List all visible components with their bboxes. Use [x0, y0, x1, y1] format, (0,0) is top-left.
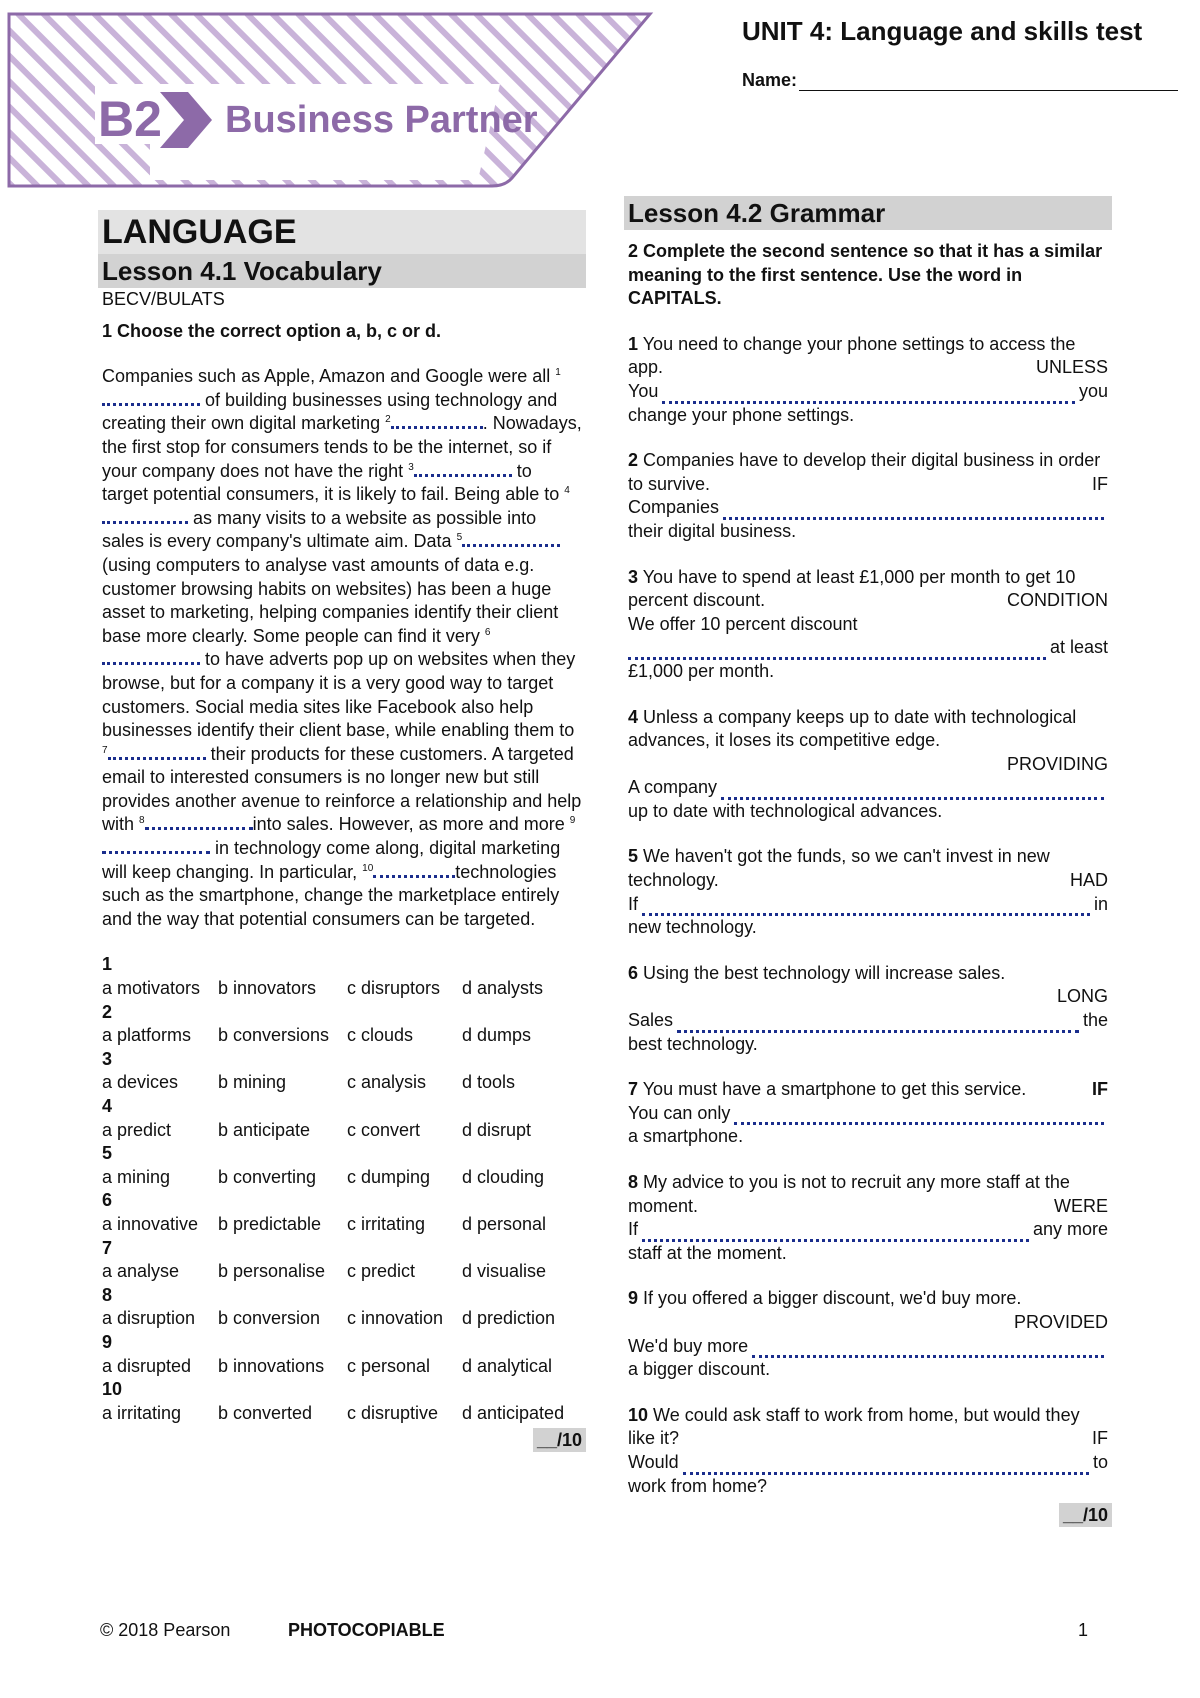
- option-row: [102, 1402, 582, 1426]
- option-c[interactable]: c irritating: [347, 1213, 426, 1234]
- option-row: [102, 1307, 582, 1331]
- option-number: 6: [102, 1190, 113, 1211]
- answer-line-1[interactable]: [662, 385, 1075, 404]
- exam-label: BECV/BULATS: [102, 289, 225, 309]
- score-box-1: __/10: [98, 1429, 586, 1453]
- option-number: 1: [102, 954, 113, 975]
- gap-8[interactable]: [145, 813, 253, 830]
- option-d[interactable]: d analysts: [462, 978, 544, 999]
- exercise-2-instruction: 2 Complete the second sentence so that it has a similar meaning to the first sentence. Use the word in CAPITALS.: [628, 241, 1103, 309]
- option-b[interactable]: b converting: [218, 1166, 317, 1187]
- option-c[interactable]: c dumping: [347, 1166, 431, 1187]
- option-a[interactable]: a analyse: [102, 1261, 180, 1282]
- answer-line-10[interactable]: [683, 1456, 1089, 1475]
- option-number: 2: [102, 1001, 113, 1022]
- name-rule: [799, 72, 1178, 91]
- grammar-question-1: 1 You need to change your phone settings to access the app. UNLESS You you change your phone settings.: [628, 333, 1108, 425]
- option-c[interactable]: c disruptors: [347, 978, 441, 999]
- grammar-question-10: 10 We could ask staff to work from home, but would they like it? IF Would to work from home?: [628, 1404, 1108, 1496]
- gap-3[interactable]: [414, 460, 512, 477]
- name-label: Name:: [742, 70, 798, 90]
- option-c[interactable]: c personal: [347, 1355, 431, 1376]
- gap-2[interactable]: [391, 412, 483, 429]
- option-a[interactable]: a disrupted: [102, 1355, 192, 1376]
- page-number: 1: [1078, 1620, 1089, 1640]
- gap-6[interactable]: [102, 648, 200, 665]
- option-d[interactable]: d disrupt: [462, 1119, 532, 1140]
- option-row: [102, 1213, 582, 1237]
- lesson-4-2-heading: Lesson 4.2 Grammar: [624, 196, 1112, 230]
- lesson-4-1-heading: Lesson 4.1 Vocabulary: [98, 254, 586, 288]
- grammar-question-8: 8 My advice to you is not to recruit any more staff at the moment. WERE If any more staff at the moment.: [628, 1172, 1108, 1263]
- option-d[interactable]: d visualise: [462, 1261, 547, 1282]
- gap-5[interactable]: [462, 530, 560, 547]
- option-b[interactable]: b conversions: [218, 1025, 330, 1046]
- option-d[interactable]: d clouding: [462, 1166, 545, 1187]
- option-a[interactable]: a disruption: [102, 1308, 196, 1329]
- options-list: [98, 953, 586, 1425]
- option-b[interactable]: b conversion: [218, 1308, 321, 1329]
- grammar-question-5: 5 We haven't got the funds, so we can't invest in new technology. HAD If in new technology.: [628, 846, 1108, 938]
- option-b[interactable]: b mining: [218, 1072, 287, 1093]
- gap-1[interactable]: [102, 389, 200, 406]
- keyword: IF: [1092, 1079, 1108, 1100]
- answer-line-3[interactable]: [628, 641, 1046, 660]
- grammar-question-6: 6 Using the best technology will increase sales. LONG Sales the best technology.: [628, 962, 1108, 1054]
- option-row: [102, 977, 582, 1001]
- keyword: CONDITION: [1007, 590, 1108, 611]
- answer-line-7[interactable]: [734, 1106, 1104, 1125]
- option-d[interactable]: d anticipated: [462, 1402, 565, 1423]
- option-a[interactable]: a platforms: [102, 1025, 192, 1046]
- answer-line-8[interactable]: [642, 1223, 1029, 1242]
- option-a[interactable]: a devices: [102, 1072, 179, 1093]
- grammar-question-9: 9 If you offered a bigger discount, we'd buy more. PROVIDED We'd buy more a bigger discount.: [628, 1288, 1108, 1380]
- option-d[interactable]: d prediction: [462, 1308, 556, 1329]
- option-a[interactable]: a irritating: [102, 1402, 182, 1423]
- option-c[interactable]: c disruptive: [347, 1402, 439, 1423]
- option-number: 5: [102, 1143, 113, 1164]
- photocopiable-label: PHOTOCOPIABLE: [288, 1620, 445, 1640]
- option-number: 9: [102, 1331, 113, 1352]
- gap-fill-passage: Companies such as Apple, Amazon and Google were all $^1$ of building businesses using technology and creating their own digital marketing $^2$ . Nowadays, the first stop for consumers tends to be the internet, so if your company does not have the right $^3$ to target potential consumers, it is likely to fail. Being able to $^4$ as many visits to a website as possible into sales is every company's ultimate aim. Data $^5$ (using computers to analyse vast amounts of data e.g. customer browsing habits on websites) has been a huge asset to marketing, helping companies identify their client base more clearly. Some people can find it very $^6$ to have adverts pop up on websites when they browse, but for a company it is a very good way to target customers. Social media sites like Facebook also help businesses identify their client base, while enabling them to $^7$ their products for these customers. A targeted email to interested consumers is no longer new but still provides another avenue to reinforce a relationship and help with $^8$ into sales. However, as more and more $^9$ in technology come along, digital marketing will keep changing. In particular, $^{10}$ technologies such as the smartphone, change the marketplace entirely and the way that potential consumers can be targeted.: [102, 366, 582, 929]
- gap-9[interactable]: [102, 837, 210, 854]
- option-b[interactable]: b converted: [218, 1402, 313, 1423]
- option-c[interactable]: c predict: [347, 1261, 416, 1282]
- option-number: 3: [102, 1048, 113, 1069]
- grammar-question-7: 7 You must have a smartphone to get this service. IF You can only a smartphone.: [628, 1079, 1108, 1147]
- option-row: [102, 1355, 582, 1379]
- gap-7[interactable]: [108, 743, 206, 760]
- answer-line-9[interactable]: [752, 1339, 1104, 1358]
- copyright: © 2018 Pearson: [100, 1620, 231, 1640]
- keyword: IF: [1092, 473, 1108, 494]
- option-row: [102, 1119, 582, 1143]
- option-number: 4: [102, 1096, 113, 1116]
- option-row: [102, 1260, 582, 1284]
- option-b[interactable]: b anticipate: [218, 1119, 311, 1140]
- option-c[interactable]: c convert: [347, 1119, 421, 1140]
- header-banner: [0, 0, 660, 195]
- option-d[interactable]: d analytical: [462, 1355, 553, 1376]
- answer-line-6[interactable]: [677, 1014, 1079, 1033]
- unit-title: UNIT 4: Language and skills test: [742, 16, 1143, 46]
- option-row: [102, 1071, 582, 1095]
- language-heading: LANGUAGE: [98, 210, 586, 254]
- keyword: HAD: [1069, 870, 1108, 891]
- option-c[interactable]: c analysis: [347, 1072, 427, 1093]
- option-b[interactable]: b personalise: [218, 1261, 326, 1282]
- logo-text: Business Partner: [225, 99, 538, 141]
- option-a[interactable]: a motivators: [102, 978, 201, 999]
- grammar-question-4: 4 Unless a company keeps up to date with technological advances, it loses its competitive edge. PROVIDING A company up to date with technological advances.: [628, 706, 1108, 821]
- option-d[interactable]: d tools: [462, 1072, 516, 1093]
- answer-line-4[interactable]: [721, 781, 1104, 800]
- score-box-2: __/10: [624, 1504, 1112, 1528]
- keyword: IF: [1092, 1428, 1108, 1449]
- option-number: 8: [102, 1284, 113, 1305]
- exercise-1-instruction: 1 Choose the correct option a, b, c or d.: [102, 320, 442, 341]
- keyword: PROVIDING: [1006, 753, 1108, 774]
- option-c[interactable]: c innovation: [347, 1308, 444, 1329]
- option-number: 10: [102, 1379, 123, 1400]
- option-row: [102, 1024, 582, 1048]
- option-b[interactable]: b innovations: [218, 1355, 325, 1376]
- option-number: 7: [102, 1237, 113, 1258]
- grammar-section: [624, 196, 1112, 1528]
- grammar-question-2: 2 Companies have to develop their digital business in order to survive. IF Companies their digital business.: [628, 450, 1108, 541]
- name-field[interactable]: [742, 70, 1178, 91]
- gap-10[interactable]: [373, 861, 455, 878]
- option-d[interactable]: d personal: [462, 1213, 547, 1234]
- option-b[interactable]: b innovators: [218, 978, 317, 999]
- option-row: [102, 1166, 582, 1190]
- option-c[interactable]: c clouds: [347, 1025, 414, 1046]
- option-a[interactable]: a innovative: [102, 1213, 199, 1234]
- keyword: PROVIDED: [1013, 1311, 1108, 1332]
- option-a[interactable]: a mining: [102, 1166, 171, 1187]
- answer-line-2[interactable]: [723, 501, 1104, 520]
- logo-b2: B2: [98, 91, 162, 147]
- option-d[interactable]: d dumps: [462, 1025, 532, 1046]
- option-b[interactable]: b predictable: [218, 1213, 322, 1234]
- answer-line-5[interactable]: [642, 897, 1090, 916]
- keyword: WERE: [1054, 1195, 1108, 1216]
- gap-4[interactable]: [102, 507, 188, 524]
- keyword: LONG: [1056, 986, 1108, 1007]
- vocabulary-section: [98, 210, 586, 1453]
- grammar-question-3: 3 You have to spend at least £1,000 per month to get 10 percent discount. CONDITION We offer 10 percent discount at least £1,000 per month.: [628, 566, 1108, 681]
- keyword: UNLESS: [1035, 357, 1108, 378]
- option-a[interactable]: a predict: [102, 1119, 172, 1140]
